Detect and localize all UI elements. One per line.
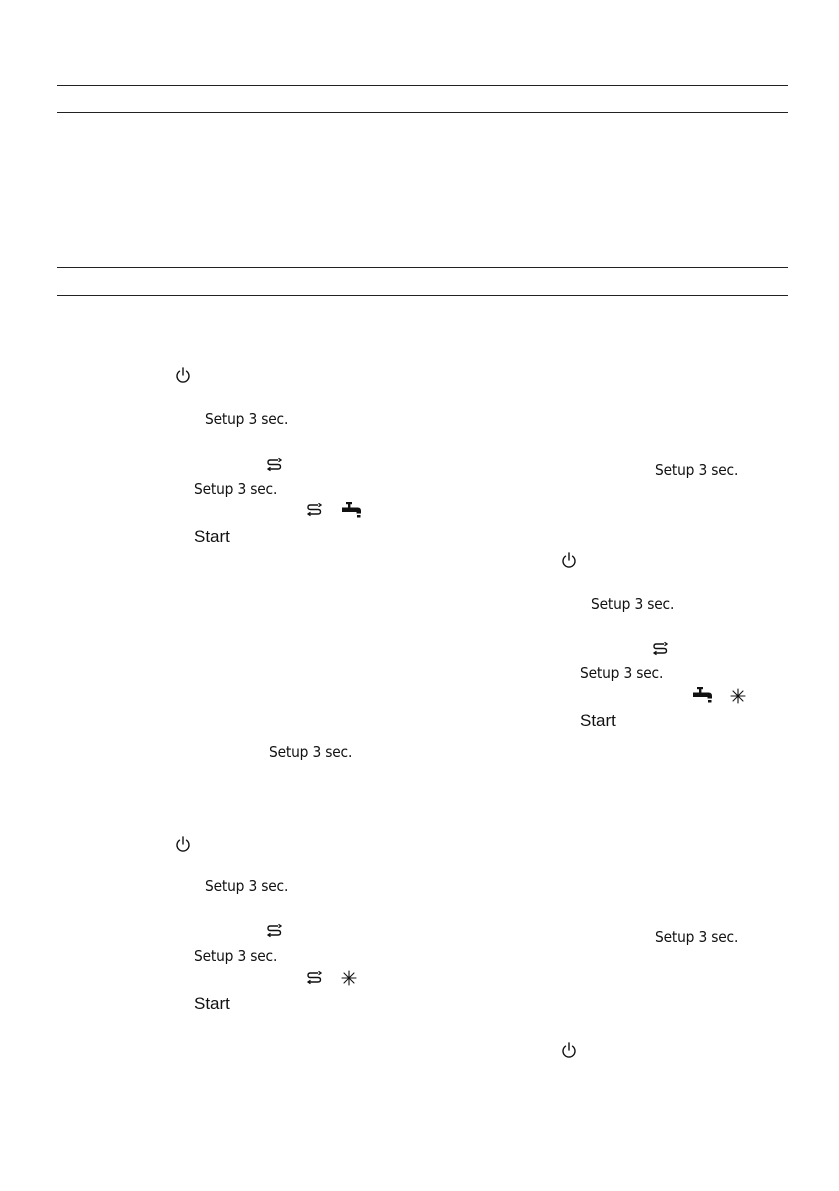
setup-button-label: Setup 3 sec. [205, 877, 289, 895]
rinse-aid-icon [266, 457, 283, 472]
setup-button-label: Setup 3 sec. [655, 928, 739, 946]
water-tap-icon [692, 686, 714, 704]
setup-button-label: Setup 3 sec. [655, 461, 739, 479]
power-icon [561, 1041, 577, 1059]
start-button-label: Start [580, 711, 616, 730]
table-rule-header [57, 112, 788, 113]
setup-button-label: Setup 3 sec. [205, 410, 289, 428]
rinse-aid-icon [652, 641, 669, 656]
rinse-aid-icon [266, 923, 283, 938]
power-icon [175, 366, 191, 384]
setup-button-label: Setup 3 sec. [194, 480, 278, 498]
start-button-label: Start [194, 994, 230, 1013]
water-tap-icon [341, 501, 363, 519]
table-rule-row [57, 267, 788, 268]
setup-button-label: Setup 3 sec. [194, 947, 278, 965]
power-icon [175, 835, 191, 853]
rinse-aid-icon [306, 502, 323, 517]
start-button-label: Start [194, 527, 230, 546]
salt-icon [730, 688, 746, 704]
table-rule-header-2 [57, 295, 788, 296]
setup-button-label: Setup 3 sec. [580, 664, 664, 682]
setup-button-label: Setup 3 sec. [269, 743, 353, 761]
salt-icon [341, 970, 357, 986]
power-icon [561, 551, 577, 569]
rinse-aid-icon [306, 970, 323, 985]
table-rule-top [57, 85, 788, 86]
setup-button-label: Setup 3 sec. [591, 595, 675, 613]
